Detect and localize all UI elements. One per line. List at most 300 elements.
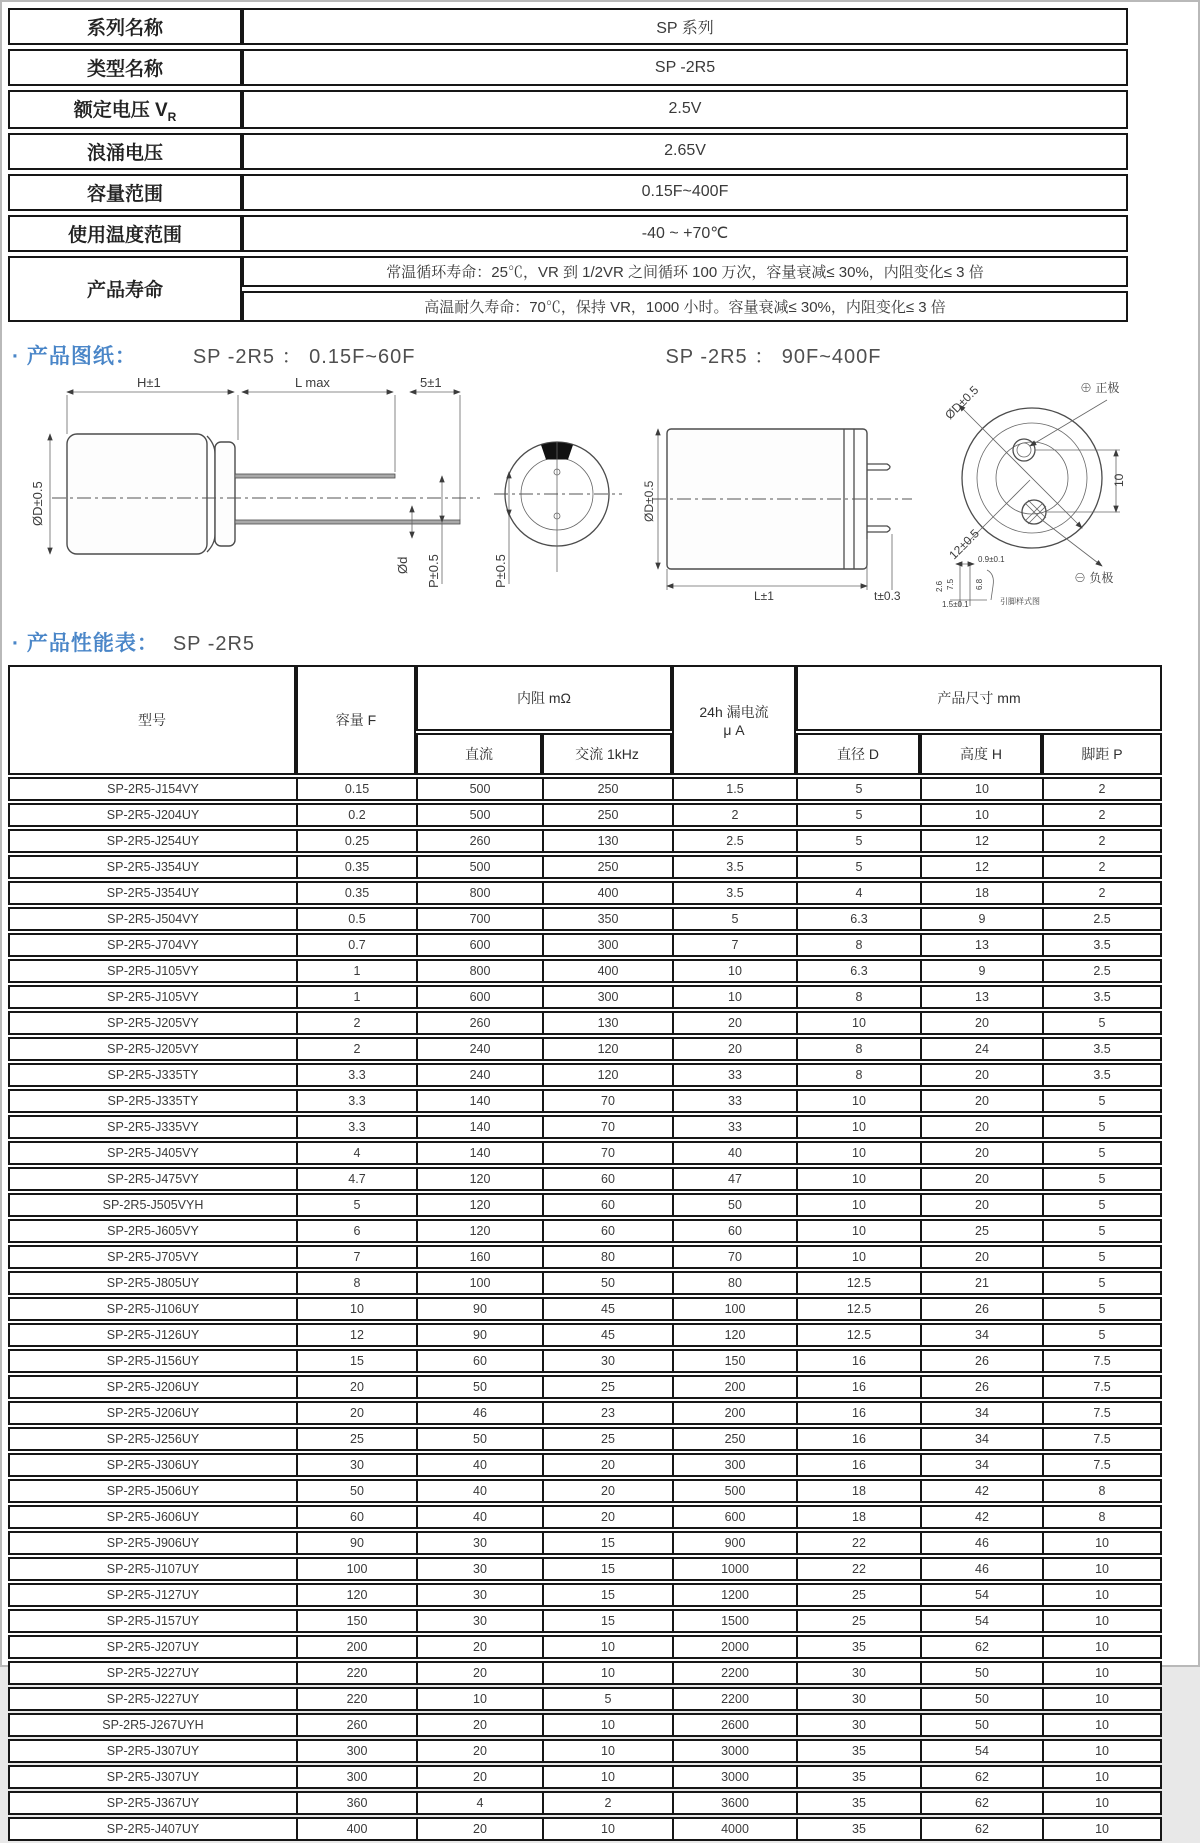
value-cell: 15 [542, 1583, 672, 1607]
value-cell: 5 [672, 907, 796, 931]
value-cell: 10 [796, 1141, 920, 1165]
value-cell: 21 [920, 1271, 1042, 1295]
value-cell: 1 [296, 959, 416, 983]
table-row [8, 1271, 1162, 1295]
value-cell: 900 [672, 1531, 796, 1555]
value-cell: 10 [1042, 1661, 1162, 1685]
dim-label: ØD±0.5 [642, 480, 656, 522]
table-row [8, 855, 1162, 879]
model-cell: SP-2R5-J107UY [8, 1557, 296, 1581]
table-row [8, 829, 1162, 853]
value-cell: 600 [672, 1505, 796, 1529]
spec-value: 2.65V [242, 133, 1128, 170]
value-cell: 60 [416, 1349, 542, 1373]
value-cell: 300 [542, 933, 672, 957]
spec-value: 0.15F~400F [242, 174, 1128, 211]
table-row [8, 803, 1162, 827]
value-cell: 70 [542, 1089, 672, 1113]
value-cell: 5 [542, 1687, 672, 1711]
dim-label: ØD±0.5 [942, 382, 982, 422]
dim-label: 10 [1112, 473, 1126, 487]
value-cell: 5 [1042, 1167, 1162, 1191]
value-cell: 0.2 [296, 803, 416, 827]
model-cell: SP-2R5-J307UY [8, 1739, 296, 1763]
value-cell: 10 [1042, 1635, 1162, 1659]
table-row [8, 1713, 1162, 1737]
value-cell: 260 [416, 1011, 542, 1035]
value-cell: 3.3 [296, 1115, 416, 1139]
spec-label: 额定电压 $V_R$ [8, 90, 242, 129]
value-cell: 10 [1042, 1765, 1162, 1789]
table-row [8, 1505, 1162, 1529]
value-cell: 10 [1042, 1713, 1162, 1737]
value-cell: 30 [796, 1713, 920, 1737]
value-cell: 2 [1042, 803, 1162, 827]
performance-table-body [8, 777, 1162, 1841]
value-cell: 60 [672, 1219, 796, 1243]
model-cell: SP-2R5-J335VY [8, 1115, 296, 1139]
value-cell: 7 [296, 1245, 416, 1269]
value-cell: 15 [542, 1609, 672, 1633]
model-cell: SP-2R5-J256UY [8, 1427, 296, 1451]
value-cell: 22 [796, 1531, 920, 1555]
table-row [8, 1583, 1162, 1607]
table-row [8, 1297, 1162, 1321]
value-cell: 42 [920, 1505, 1042, 1529]
value-cell: 10 [796, 1245, 920, 1269]
value-cell: 2 [296, 1011, 416, 1035]
value-cell: 0.35 [296, 855, 416, 879]
value-cell: 26 [920, 1349, 1042, 1373]
value-cell: 62 [920, 1817, 1042, 1841]
value-cell: 200 [672, 1401, 796, 1425]
value-cell: 130 [542, 1011, 672, 1035]
model-cell: SP-2R5-J505VYH [8, 1193, 296, 1217]
spec-label: 容量范围 [8, 174, 242, 211]
model-cell: SP-2R5-J254UY [8, 829, 296, 853]
value-cell: 35 [796, 1817, 920, 1841]
model-cell: SP-2R5-J205VY [8, 1037, 296, 1061]
value-cell: 12 [920, 855, 1042, 879]
value-cell: 20 [542, 1479, 672, 1503]
value-cell: 20 [672, 1037, 796, 1061]
value-cell: 50 [416, 1375, 542, 1399]
value-cell: 12.5 [796, 1297, 920, 1321]
value-cell: 50 [416, 1427, 542, 1451]
value-cell: 33 [672, 1115, 796, 1139]
value-cell: 10 [796, 1219, 920, 1243]
value-cell: 500 [416, 777, 542, 801]
table-row [8, 1427, 1162, 1451]
value-cell: 54 [920, 1739, 1042, 1763]
value-cell: 3000 [672, 1739, 796, 1763]
value-cell: 16 [796, 1427, 920, 1451]
value-cell: 250 [542, 777, 672, 801]
table-row [8, 777, 1162, 801]
value-cell: 54 [920, 1583, 1042, 1607]
dim-label: 1.5±0.1 [942, 599, 969, 609]
value-cell: 1200 [672, 1583, 796, 1607]
value-cell: 20 [416, 1713, 542, 1737]
drawings-section-header [12, 340, 1198, 370]
model-cell: SP-2R5-J306UY [8, 1453, 296, 1477]
value-cell: 7.5 [1042, 1427, 1162, 1451]
value-cell: 20 [416, 1661, 542, 1685]
spec-value: SP -2R5 [242, 49, 1128, 86]
value-cell: 600 [416, 985, 542, 1009]
value-cell: 250 [672, 1427, 796, 1451]
drawing-snapin-type [642, 380, 1126, 609]
value-cell: 90 [416, 1323, 542, 1347]
value-cell: 50 [672, 1193, 796, 1217]
value-cell: 25 [796, 1583, 920, 1607]
value-cell: 60 [542, 1193, 672, 1217]
value-cell: 220 [296, 1687, 416, 1711]
value-cell: 800 [416, 959, 542, 983]
table-row [8, 1817, 1162, 1841]
value-cell: 3.3 [296, 1089, 416, 1113]
spec-label: 类型名称 [8, 49, 242, 86]
value-cell: 70 [672, 1245, 796, 1269]
value-cell: 600 [416, 933, 542, 957]
spec-value: 2.5V [242, 90, 1128, 129]
value-cell: 20 [920, 1245, 1042, 1269]
performance-section-header [12, 627, 1198, 657]
value-cell: 5 [796, 855, 920, 879]
value-cell: 30 [416, 1609, 542, 1633]
value-cell: 62 [920, 1791, 1042, 1815]
table-header-row [8, 665, 1162, 731]
value-cell: 46 [416, 1401, 542, 1425]
value-cell: 2.5 [1042, 907, 1162, 931]
value-cell: 20 [920, 1115, 1042, 1139]
value-cell: 2 [672, 803, 796, 827]
table-row [8, 1479, 1162, 1503]
value-cell: 0.15 [296, 777, 416, 801]
life-line-1: 常温循环寿命：25℃，VR 到 1/2VR 之间循环 100 万次，容量衰减≤ 30%，内阻变化≤ 3 倍 [242, 256, 1128, 287]
spec-label: 系列名称 [8, 8, 242, 45]
model-cell: SP-2R5-J127UY [8, 1583, 296, 1607]
table-row [8, 1635, 1162, 1659]
performance-section-sub: SP -2R5 [172, 632, 256, 655]
table-row [8, 959, 1162, 983]
table-row [8, 1089, 1162, 1113]
value-cell: 120 [416, 1193, 542, 1217]
model-cell: SP-2R5-J106UY [8, 1297, 296, 1321]
value-cell: 120 [416, 1219, 542, 1243]
value-cell: 400 [542, 881, 672, 905]
value-cell: 120 [542, 1063, 672, 1087]
dim-label: 6.8 [975, 578, 984, 590]
model-cell: SP-2R5-J154VY [8, 777, 296, 801]
value-cell: 10 [1042, 1609, 1162, 1633]
model-cell: SP-2R5-J605VY [8, 1219, 296, 1243]
value-cell: 10 [1042, 1739, 1162, 1763]
value-cell: 5 [1042, 1245, 1162, 1269]
dim-label: 7.5 [946, 578, 955, 590]
value-cell: 2 [1042, 829, 1162, 853]
value-cell: 10 [542, 1661, 672, 1685]
value-cell: 160 [416, 1245, 542, 1269]
value-cell: 90 [296, 1531, 416, 1555]
table-row [8, 1531, 1162, 1555]
value-cell: 10 [416, 1687, 542, 1711]
bracket-note: 引脚样式图 [1000, 596, 1040, 606]
value-cell: 8 [796, 933, 920, 957]
value-cell: 23 [542, 1401, 672, 1425]
value-cell: 300 [296, 1765, 416, 1789]
value-cell: 10 [672, 959, 796, 983]
value-cell: 2.5 [672, 829, 796, 853]
value-cell: 220 [296, 1661, 416, 1685]
value-cell: 5 [1042, 1089, 1162, 1113]
value-cell: 35 [796, 1739, 920, 1763]
value-cell: 34 [920, 1453, 1042, 1477]
col-header-pitch: 脚距 P [1042, 733, 1162, 775]
value-cell: 0.25 [296, 829, 416, 853]
model-cell: SP-2R5-J335TY [8, 1063, 296, 1087]
model-cell: SP-2R5-J156UY [8, 1349, 296, 1373]
value-cell: 130 [542, 829, 672, 853]
model-cell: SP-2R5-J157UY [8, 1609, 296, 1633]
value-cell: 10 [542, 1635, 672, 1659]
value-cell: 1 [296, 985, 416, 1009]
dim-label: 2.6 [935, 580, 944, 592]
value-cell: 800 [416, 881, 542, 905]
spec-value: SP 系列 [242, 8, 1128, 45]
col-header-dc: 直流 [416, 733, 542, 775]
value-cell: 10 [796, 1167, 920, 1191]
value-cell: 200 [672, 1375, 796, 1399]
value-cell: 50 [920, 1661, 1042, 1685]
value-cell: 62 [920, 1635, 1042, 1659]
value-cell: 5 [1042, 1011, 1162, 1035]
value-cell: 3.5 [672, 855, 796, 879]
value-cell: 16 [796, 1375, 920, 1399]
value-cell: 5 [1042, 1219, 1162, 1243]
value-cell: 3.5 [1042, 1037, 1162, 1061]
value-cell: 5 [1042, 1297, 1162, 1321]
dim-label: ØD±0.5 [30, 481, 45, 526]
col-header-esr: 内阻 mΩ [416, 665, 672, 731]
value-cell: 20 [416, 1739, 542, 1763]
value-cell: 20 [920, 1063, 1042, 1087]
spec-label: 使用温度范围 [8, 215, 242, 252]
dim-label: L±1 [754, 588, 774, 603]
value-cell: 34 [920, 1401, 1042, 1425]
value-cell: 7.5 [1042, 1401, 1162, 1425]
product-drawings [12, 374, 1198, 613]
value-cell: 2 [542, 1791, 672, 1815]
value-cell: 22 [796, 1557, 920, 1581]
value-cell: 10 [672, 985, 796, 1009]
col-header-diameter: 直径 D [796, 733, 920, 775]
value-cell: 33 [672, 1089, 796, 1113]
value-cell: 20 [296, 1375, 416, 1399]
value-cell: 700 [416, 907, 542, 931]
value-cell: 1.5 [672, 777, 796, 801]
table-row [8, 1245, 1162, 1269]
table-row [8, 1323, 1162, 1347]
drawing-right-title: SP -2R5 ： 90F~400F [665, 345, 882, 368]
model-cell: SP-2R5-J704VY [8, 933, 296, 957]
drawings-section-title: · 产品图纸： [12, 344, 137, 368]
value-cell: 7.5 [1042, 1375, 1162, 1399]
value-cell: 70 [542, 1141, 672, 1165]
table-row [8, 215, 1128, 252]
value-cell: 50 [920, 1713, 1042, 1737]
value-cell: 100 [296, 1557, 416, 1581]
value-cell: 20 [416, 1635, 542, 1659]
value-cell: 250 [542, 803, 672, 827]
value-cell: 54 [920, 1609, 1042, 1633]
table-row [8, 49, 1128, 86]
positive-label: ⊕ 正极 [1080, 380, 1120, 395]
value-cell: 1000 [672, 1557, 796, 1581]
table-row [8, 256, 1128, 287]
table-row [8, 1687, 1162, 1711]
value-cell: 2600 [672, 1713, 796, 1737]
value-cell: 360 [296, 1791, 416, 1815]
model-cell: SP-2R5-J105VY [8, 985, 296, 1009]
value-cell: 12.5 [796, 1271, 920, 1295]
model-cell: SP-2R5-J126UY [8, 1323, 296, 1347]
model-cell: SP-2R5-J475VY [8, 1167, 296, 1191]
value-cell: 6.3 [796, 959, 920, 983]
value-cell: 20 [920, 1011, 1042, 1035]
value-cell: 70 [542, 1115, 672, 1139]
capacitor-drawing-canvas [12, 374, 1132, 608]
value-cell: 4 [296, 1141, 416, 1165]
value-cell: 8 [296, 1271, 416, 1295]
table-row [8, 985, 1162, 1009]
value-cell: 16 [796, 1401, 920, 1425]
value-cell: 20 [416, 1765, 542, 1789]
value-cell: 46 [920, 1531, 1042, 1555]
value-cell: 16 [796, 1453, 920, 1477]
value-cell: 10 [1042, 1557, 1162, 1581]
value-cell: 50 [542, 1271, 672, 1295]
model-cell: SP-2R5-J105VY [8, 959, 296, 983]
value-cell: 62 [920, 1765, 1042, 1789]
value-cell: 80 [672, 1271, 796, 1295]
value-cell: 26 [920, 1375, 1042, 1399]
value-cell: 16 [796, 1349, 920, 1373]
value-cell: 260 [296, 1713, 416, 1737]
value-cell: 8 [796, 1037, 920, 1061]
spec-label: 浪涌电压 [8, 133, 242, 170]
table-row [8, 1167, 1162, 1191]
negative-label: ⊖ 负极 [1074, 570, 1114, 585]
dim-label: 0.9±0.1 [978, 554, 1005, 564]
dim-label: L max [295, 374, 330, 390]
value-cell: 140 [416, 1089, 542, 1113]
subscript-r: R [167, 109, 177, 124]
positive-terminal [1013, 439, 1035, 461]
table-row [8, 1011, 1162, 1035]
table-row [8, 1661, 1162, 1685]
value-cell: 45 [542, 1323, 672, 1347]
value-cell: 4 [416, 1791, 542, 1815]
value-cell: 2000 [672, 1635, 796, 1659]
dim-label: Ød [395, 556, 410, 574]
table-row [8, 1193, 1162, 1217]
value-cell: 10 [1042, 1531, 1162, 1555]
model-cell: SP-2R5-J354UY [8, 855, 296, 879]
value-cell: 7 [672, 933, 796, 957]
value-cell: 2 [1042, 777, 1162, 801]
value-cell: 6.3 [796, 907, 920, 931]
value-cell: 300 [296, 1739, 416, 1763]
value-cell: 40 [416, 1505, 542, 1529]
value-cell: 260 [416, 829, 542, 853]
table-row [8, 1141, 1162, 1165]
value-cell: 3.5 [1042, 1063, 1162, 1087]
value-cell: 350 [542, 907, 672, 931]
dim-label: 12±0.5 [946, 526, 983, 562]
dim-label: H±1 [137, 374, 161, 390]
model-cell: SP-2R5-J207UY [8, 1635, 296, 1659]
value-cell: 30 [796, 1661, 920, 1685]
value-cell: 30 [416, 1583, 542, 1607]
model-cell: SP-2R5-J805UY [8, 1271, 296, 1295]
value-cell: 1500 [672, 1609, 796, 1633]
value-cell: 10 [920, 803, 1042, 827]
value-cell: 3600 [672, 1791, 796, 1815]
value-cell: 90 [416, 1297, 542, 1321]
value-cell: 0.35 [296, 881, 416, 905]
value-cell: 300 [542, 985, 672, 1009]
value-cell: 120 [296, 1583, 416, 1607]
value-cell: 5 [796, 777, 920, 801]
value-cell: 3.5 [672, 881, 796, 905]
value-cell: 10 [1042, 1583, 1162, 1607]
model-cell: SP-2R5-J606UY [8, 1505, 296, 1529]
value-cell: 100 [672, 1297, 796, 1321]
table-row [8, 1557, 1162, 1581]
value-cell: 18 [796, 1505, 920, 1529]
value-cell: 500 [416, 803, 542, 827]
value-cell: 12 [296, 1323, 416, 1347]
value-cell: 60 [542, 1167, 672, 1191]
table-row [8, 881, 1162, 905]
model-cell: SP-2R5-J227UY [8, 1687, 296, 1711]
value-cell: 10 [542, 1739, 672, 1763]
value-cell: 8 [796, 985, 920, 1009]
model-cell: SP-2R5-J504VY [8, 907, 296, 931]
value-cell: 400 [542, 959, 672, 983]
value-cell: 25 [542, 1427, 672, 1451]
table-row [8, 133, 1128, 170]
value-cell: 8 [1042, 1505, 1162, 1529]
table-row [8, 1765, 1162, 1789]
value-cell: 30 [416, 1531, 542, 1555]
value-cell: 10 [1042, 1817, 1162, 1841]
value-cell: 400 [296, 1817, 416, 1841]
value-cell: 25 [296, 1427, 416, 1451]
value-cell: 2200 [672, 1661, 796, 1685]
value-cell: 46 [920, 1557, 1042, 1581]
value-cell: 2.5 [1042, 959, 1162, 983]
performance-section-title: · 产品性能表： [12, 631, 159, 655]
spec-value: -40 ~ +70℃ [242, 215, 1128, 252]
table-row [8, 933, 1162, 957]
value-cell: 25 [920, 1219, 1042, 1243]
value-cell: 9 [920, 959, 1042, 983]
value-cell: 5 [1042, 1115, 1162, 1139]
value-cell: 4000 [672, 1817, 796, 1841]
table-row [8, 1063, 1162, 1087]
